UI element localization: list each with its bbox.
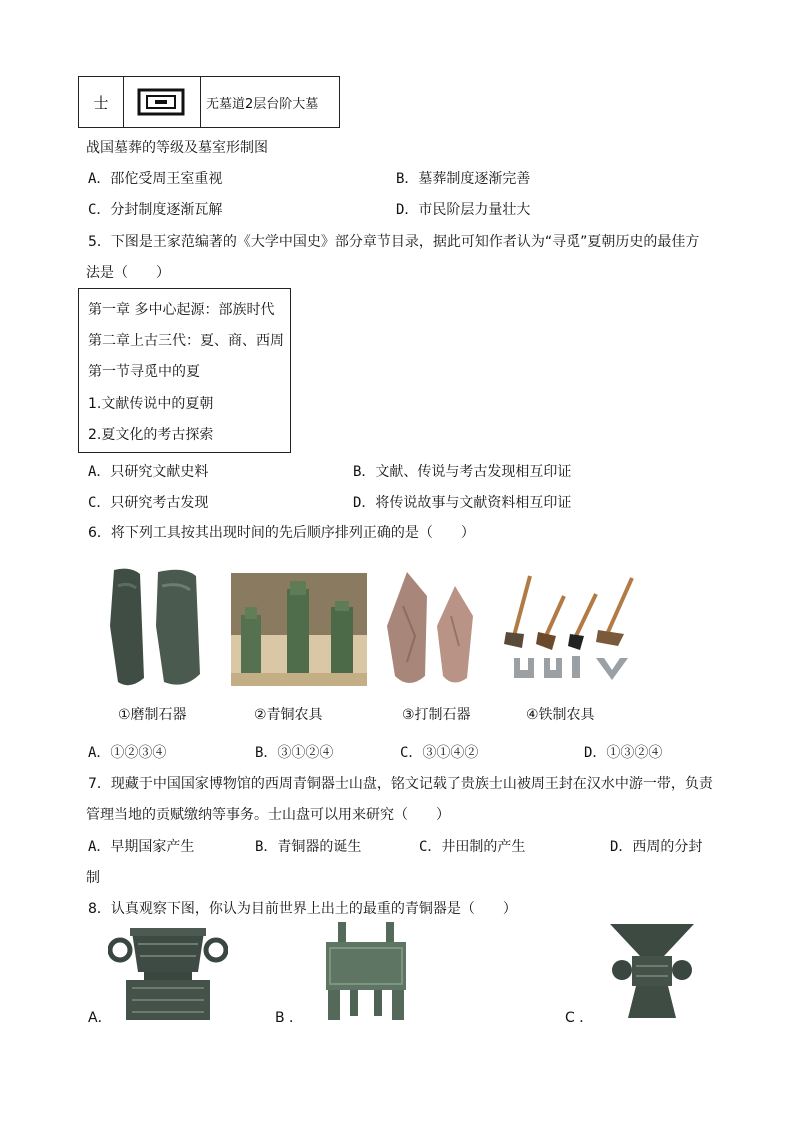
q5-option-b[interactable]: B．文献、传说与考古发现相互印证 — [353, 464, 572, 480]
caption-polished-stone: ①磨制石器 — [118, 707, 187, 723]
chipped-stone-tools-image — [385, 566, 477, 694]
bronze-ding-vessel-image — [320, 922, 412, 1020]
q6-option-d[interactable]: D．①③②④ — [584, 745, 663, 761]
q7-option-b[interactable]: B．青铜器的诞生 — [255, 839, 362, 855]
q6-stem: 6．将下列工具按其出现时间的先后顺序排列正确的是（ ） — [88, 525, 475, 541]
q7-option-a[interactable]: A．早期国家产生 — [88, 839, 195, 855]
q8-option-c-label[interactable]: C ． — [565, 1010, 594, 1026]
outline-line: 第二章上古三代：夏、商、西周 — [88, 333, 284, 349]
bronze-zun-vessel-image — [606, 922, 698, 1020]
q7-option-c[interactable]: C．井田制的产生 — [419, 839, 526, 855]
rank-cell: 士 — [79, 77, 124, 127]
caption-chipped-stone: ③打制石器 — [402, 707, 471, 723]
q7-stem-line2: 管理当地的贡赋缴纳等事务。士山盘可以用来研究（ ） — [86, 807, 450, 823]
tomb-plan-cell — [123, 77, 201, 127]
chapter-outline-box — [78, 288, 291, 453]
bronze-farm-tools-image — [231, 573, 367, 686]
q7-option-d-wrap: 制 — [86, 870, 100, 886]
q4-option-d[interactable]: D．市民阶层力量壮大 — [396, 202, 531, 218]
iron-farm-tools-image — [500, 574, 640, 682]
q5-stem-line1: 5．下图是王家范编著的《大学中国史》部分章节目录，据此可知作者认为“寻觅”夏朝历史的最佳方 — [88, 234, 700, 250]
q8-stem: 8．认真观察下图，你认为目前世界上出土的最重的青铜器是（ ） — [88, 901, 517, 917]
q7-option-d[interactable]: D．西周的分封 — [610, 839, 703, 855]
q7-stem-line1: 7．现藏于中国国家博物馆的西周青铜器士山盘，铭文记载了贵族士山被周王封在汉水中游一带，负责 — [88, 776, 713, 792]
tomb-table-row — [78, 76, 340, 128]
bronze-gui-vessel-image — [108, 922, 228, 1022]
outline-line: 2.夏文化的考古探索 — [88, 427, 214, 443]
caption-iron-tools: ④铁制农具 — [526, 707, 595, 723]
tomb-description-cell: 无墓道2层台阶大墓 — [206, 96, 319, 112]
q4-option-b[interactable]: B．墓葬制度逐渐完善 — [396, 171, 531, 187]
q8-option-b-label[interactable]: B ． — [275, 1010, 304, 1026]
q5-option-a[interactable]: A．只研究文献史料 — [88, 464, 209, 480]
polished-stone-tools-image — [100, 566, 210, 694]
q8-option-a-label[interactable]: A． — [88, 1010, 112, 1026]
q6-option-a[interactable]: A．①②③④ — [88, 745, 167, 761]
figure-caption: 战国墓葬的等级及墓室形制图 — [86, 140, 268, 156]
q4-option-c[interactable]: C．分封制度逐渐瓦解 — [88, 202, 223, 218]
q4-option-a[interactable]: A．邵佗受周王室重视 — [88, 171, 223, 187]
caption-bronze-tools: ②青铜农具 — [254, 707, 323, 723]
tomb-plan-diagram — [123, 77, 200, 127]
q5-option-c[interactable]: C．只研究考古发现 — [88, 495, 209, 511]
q6-option-b[interactable]: B．③①②④ — [255, 745, 334, 761]
q6-option-c[interactable]: C．③①④② — [400, 745, 479, 761]
outline-line: 第一节寻觅中的夏 — [88, 364, 200, 380]
outline-line: 1.文献传说中的夏朝 — [88, 396, 214, 412]
q5-stem-line2: 法是（ ） — [86, 265, 170, 281]
q5-option-d[interactable]: D．将传说故事与文献资料相互印证 — [353, 495, 572, 511]
outline-line: 第一章 多中心起源：部族时代 — [88, 302, 275, 318]
